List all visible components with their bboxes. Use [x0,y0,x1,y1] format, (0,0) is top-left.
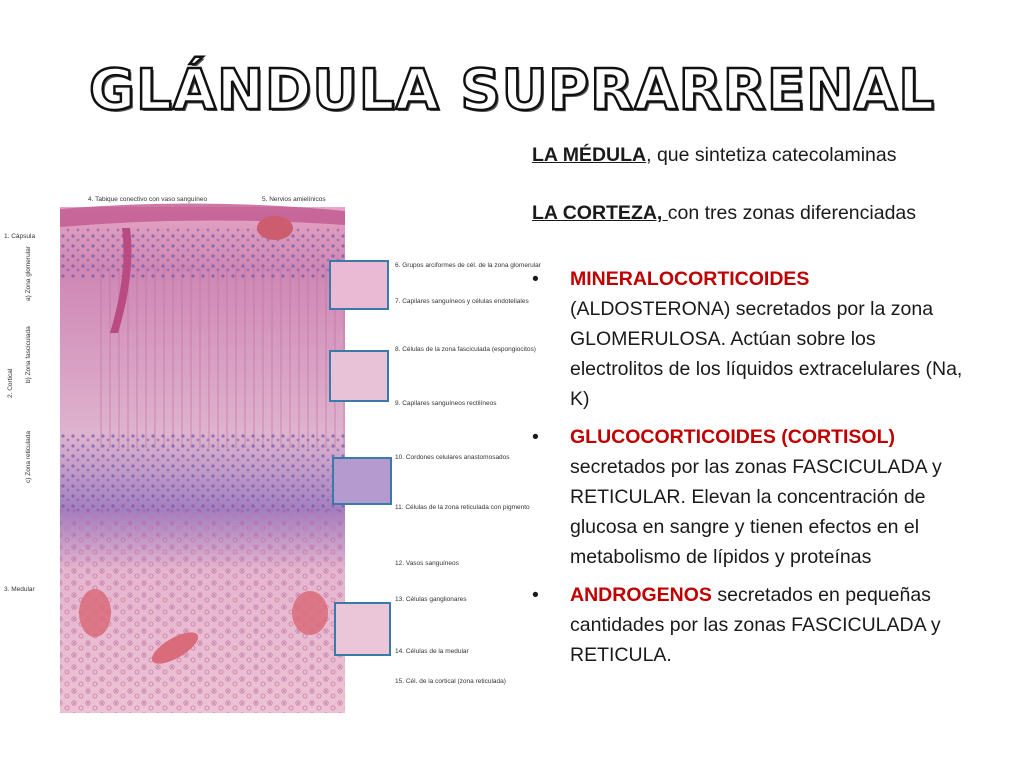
fasciculata-stripes [95,268,345,448]
blood-vessel [292,591,328,635]
adrenal-histology-figure [0,183,541,723]
hormone-name: GLUCOCORTICOIDES (CORTISOL) [570,426,895,448]
left-label: c) Zona reticulada [25,430,32,483]
right-label: 8. Células de la zona fasciculada (espongiocitos) [395,346,536,353]
left-label: a) Zona glomerular [25,246,32,301]
right-label: 6. Grupos arciformes de cél. de la zona glomerular [395,262,541,269]
hormone-name: ANDROGENOS [570,584,712,606]
inset-box [330,261,388,309]
right-label: 7. Capilares sanguíneos y células endoteliales [395,298,529,305]
right-label: 12. Vasos sanguíneos [395,560,459,567]
hormone-description: secretados por las zonas FASCICULADA y RETICULAR. Elevan la concentración de glucosa en sangre y tienen efectos en el metabolismo de lípidos y proteínas [570,456,942,568]
corteza-text: con tres zonas diferenciadas [667,202,917,224]
inset-box [335,603,390,655]
blood-vessel [257,216,293,240]
medula-heading: LA MÉDULA [532,144,647,166]
hormone-description: (ALDOSTERONA) secretados por la zona GLOMERULOSA. Actúan sobre los electrolitos de los líquidos extracelulares (Na, K) [570,298,963,410]
left-label: 3. Medular [4,586,35,593]
blood-vessel [79,589,111,637]
right-label: 14. Células de la medular [395,648,469,655]
inset-box [333,458,391,504]
right-label: 15. Cél. de la cortical (zona reticulada) [395,678,506,685]
right-label: 10. Cordones celulares anastomosados [395,454,510,461]
hormone-name: MINERALOCORTICOIDES [570,268,810,290]
reticular-dots [60,433,345,513]
top-label: 4. Tabique conectivo con vaso sanguíneo [88,196,208,203]
corteza-paragraph [532,198,972,228]
inset-box [330,351,388,401]
hormone-description: secretados en pequeñas cantidades por las zonas FASCICULADA y RETICULA. [570,584,941,666]
medula-paragraph [532,140,972,170]
right-label: 13. Células ganglionares [395,596,467,603]
left-label: b) Zona fasciculada [25,326,32,383]
slide-title: GLÁNDULA SUPRARRENAL [88,58,936,123]
bullet-icon: • [532,584,539,606]
medula-text: , que sintetiza catecolaminas [646,144,897,166]
glomerular-dots [60,228,345,278]
bullet-icon: • [532,268,539,290]
left-label: 1. Cápsula [4,233,36,240]
top-label: 5. Nervios amielínicos [262,196,326,203]
list-item [532,422,972,572]
text-column [532,140,972,678]
hormone-list [532,264,972,670]
bullet-icon: • [532,426,539,448]
left-label: 2. Cortical [7,368,14,398]
right-label: 11. Células de la zona reticulada con pigmento [395,504,530,511]
list-item [532,264,972,414]
list-item [532,580,972,670]
corteza-heading: LA CORTEZA, [532,202,668,224]
right-label: 9. Capilares sanguíneos rectilíneos [395,400,497,407]
